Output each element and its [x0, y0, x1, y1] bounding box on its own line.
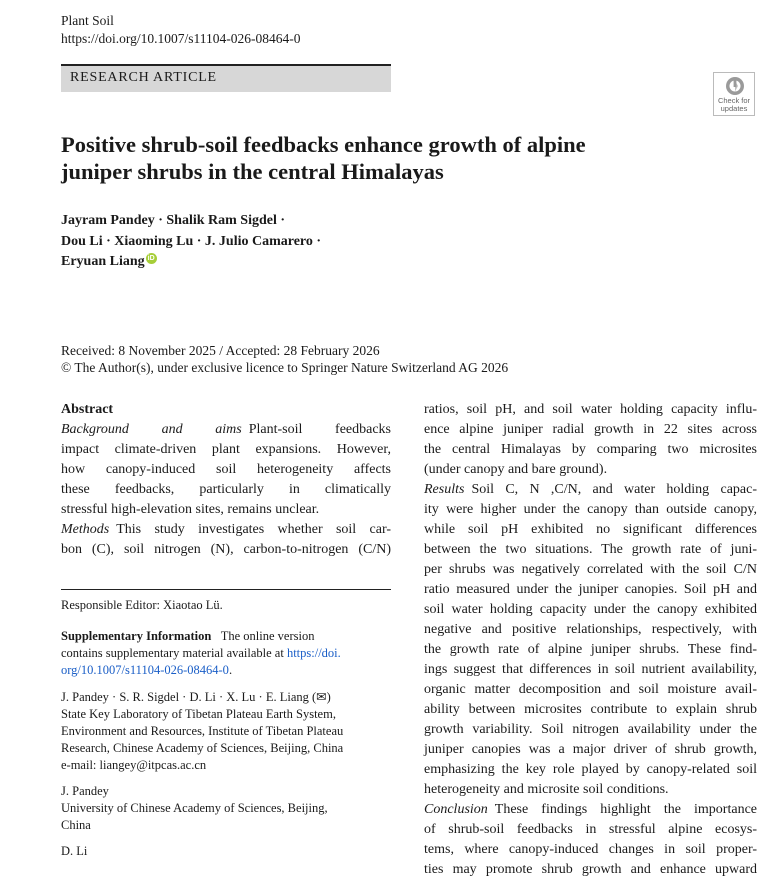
affil1-inst-1: State Key Laboratory of Tibetan Plateau Earth System,	[61, 707, 336, 721]
line-text: tems, where canopy-induced changes in soil proper-	[424, 842, 757, 857]
authors-line-1: Jayram Pandey · Shalik Ram Sigdel ·	[61, 213, 286, 228]
line-text: growth variability. Soil nitrogen availability under the	[424, 722, 757, 737]
line-text: of shrub-soil feedbacks in stressful alpine ecosys-	[424, 822, 757, 837]
abstract-left-column	[61, 420, 391, 560]
affiliation-3	[61, 843, 391, 860]
check-for-updates-badge[interactable]	[713, 72, 755, 116]
affil1-inst-2: Environment and Resources, Institute of Tibetan Plateau	[61, 724, 344, 738]
line-text: These findings highlight the importance	[494, 802, 757, 817]
line-text: negative and positive relationships, respectively, with	[424, 622, 757, 637]
supplementary-info	[61, 628, 391, 679]
affil2-inst-1: University of Chinese Academy of Sciences, Beijing,	[61, 801, 328, 815]
abstract-line	[424, 780, 757, 800]
section-label: Methods	[61, 522, 110, 537]
affil2-author: J. Pandey	[61, 784, 109, 798]
affil1-authors: J. Pandey · S. R. Sigdel · D. Li · X. Lu · E. Liang (✉)	[61, 690, 331, 704]
authors-line-3: Eryuan Liang	[61, 254, 145, 269]
section-label: Background and aims	[61, 422, 242, 437]
supp-link-part-1[interactable]: https://doi.	[286, 646, 341, 660]
abstract-line	[61, 420, 391, 440]
line-text: organic matter decomposition and soil moisture avail-	[424, 682, 757, 697]
article-type: RESEARCH ARTICLE	[70, 70, 217, 85]
abstract-line	[424, 740, 757, 760]
title-line-2: juniper shrubs in the central Himalayas	[61, 159, 444, 184]
abstract-line	[424, 420, 757, 440]
supp-link-part-2[interactable]: org/10.1007/s11104-026-08464-0	[61, 663, 229, 677]
line-text: Soil C, N ,C/N, and water holding capac-	[471, 482, 757, 497]
line-text: between the two situations. The growth rate of juni-	[424, 542, 757, 557]
affil2-inst-2: China	[61, 818, 91, 832]
line-text: heterogeneity and microsite soil conditions.	[424, 782, 669, 797]
section-label: Results	[424, 482, 465, 497]
footnote-divider	[61, 589, 391, 590]
abstract-line	[424, 480, 757, 500]
line-text: ity were higher under the canopy than outside canopy,	[424, 502, 757, 517]
abstract-line	[424, 760, 757, 780]
line-text: This study investigates whether soil car-	[116, 522, 391, 537]
abstract-line	[424, 560, 757, 580]
author-list	[61, 211, 401, 273]
abstract-right-column	[424, 400, 757, 880]
affil1-email[interactable]: e-mail: liangey@itpcas.ac.cn	[61, 758, 207, 772]
abstract-line	[61, 540, 391, 560]
abstract-line	[424, 660, 757, 680]
supp-text-2: contains supplementary material available at	[61, 646, 284, 660]
responsible-editor: Responsible Editor: Xiaotao Lü.	[61, 598, 223, 612]
line-text: the central Himalayas by comparing two microsites	[424, 442, 757, 457]
abstract-line	[61, 500, 391, 520]
article-type-banner	[61, 64, 391, 92]
abstract-line	[424, 720, 757, 740]
line-text: ratio measured under the juniper canopies. Soil pH and	[424, 582, 757, 597]
title-line-1: Positive shrub-soil feedbacks enhance growth of alpine	[61, 132, 586, 157]
line-text: ties may promote shrub growth and enhance upward	[424, 862, 757, 877]
abstract-line	[424, 700, 757, 720]
abstract-line	[61, 520, 391, 540]
abstract-line	[424, 400, 757, 420]
line-text: the growth rate of alpine juniper shrubs. These find-	[424, 642, 757, 657]
section-label: Conclusion	[424, 802, 488, 817]
abstract-line	[424, 460, 757, 480]
supp-label: Supplementary Information	[61, 629, 212, 643]
affiliation-1	[61, 689, 391, 774]
line-text: stressful high-elevation sites, remains unclear.	[61, 502, 320, 517]
copyright: © The Author(s), under exclusive licence to Springer Nature Switzerland AG 2026	[61, 360, 509, 375]
line-text: ratios, soil pH, and soil water holding capacity influ-	[424, 402, 757, 417]
affil3-author: D. Li	[61, 844, 88, 858]
line-text: soil water holding capacity under the canopy exhibited	[424, 602, 757, 617]
line-text: how canopy-induced soil heterogeneity affects	[61, 462, 391, 477]
abstract-line	[424, 440, 757, 460]
abstract-line	[424, 840, 757, 860]
abstract-line	[424, 620, 757, 640]
line-text: Plant-soil feedbacks	[248, 422, 392, 437]
abstract-heading: Abstract	[61, 402, 114, 417]
line-text: ence alpine juniper radial growth in 22 sites across	[424, 422, 757, 437]
line-text: ings suggest that differences in soil nutrient availability,	[424, 662, 757, 677]
supp-end: .	[228, 663, 233, 677]
check-updates-line2: updates	[720, 104, 748, 113]
abstract-line	[424, 640, 757, 660]
abstract-line	[61, 480, 391, 500]
authors-line-2: Dou Li · Xiaoming Lu · J. Julio Camarero ·	[61, 233, 322, 249]
abstract-line	[61, 460, 391, 480]
abstract-line	[424, 600, 757, 620]
affil1-inst-3: Research, Chinese Academy of Sciences, Beijing, China	[61, 741, 344, 755]
abstract-line	[424, 540, 757, 560]
received-accepted: Received: 8 November 2025 / Accepted: 28 February 2026	[61, 343, 380, 358]
check-updates-line1: Check for	[717, 96, 751, 105]
abstract-line	[424, 680, 757, 700]
line-text: juniper canopies was a major driver of shrub growth,	[424, 742, 757, 757]
abstract-line	[424, 860, 757, 880]
publication-dates	[61, 342, 561, 376]
line-text: these feedbacks, particularly in climatically	[61, 482, 391, 497]
abstract-line	[424, 800, 757, 820]
line-text: (under canopy and bare ground).	[424, 462, 608, 477]
doi-link[interactable]: https://doi.org/10.1007/s11104-026-08464-0	[61, 31, 301, 46]
journal-name: Plant Soil	[61, 13, 114, 28]
supp-text-1: The online version	[220, 629, 315, 643]
line-text: per shrubs was negatively correlated with the soil C/N	[424, 562, 757, 577]
abstract-line	[424, 580, 757, 600]
abstract-line	[424, 500, 757, 520]
line-text: emphasizing the key role played by canopy-related soil	[424, 762, 757, 777]
line-text: bon (C), soil nitrogen (N), carbon-to-nitrogen (C/N)	[61, 542, 391, 557]
line-text: while soil pH exhibited no significant differences	[424, 522, 757, 537]
orcid-icon[interactable]: iD	[147, 255, 155, 262]
abstract-line	[61, 440, 391, 460]
check-updates-icon	[725, 76, 745, 96]
line-text: impact climate-driven plant expansions. However,	[61, 442, 391, 457]
article-title	[61, 131, 681, 185]
abstract-line	[424, 520, 757, 540]
abstract-line	[424, 820, 757, 840]
affiliation-2	[61, 783, 391, 834]
line-text: ability between microsites contribute to explain shrub	[424, 702, 757, 717]
